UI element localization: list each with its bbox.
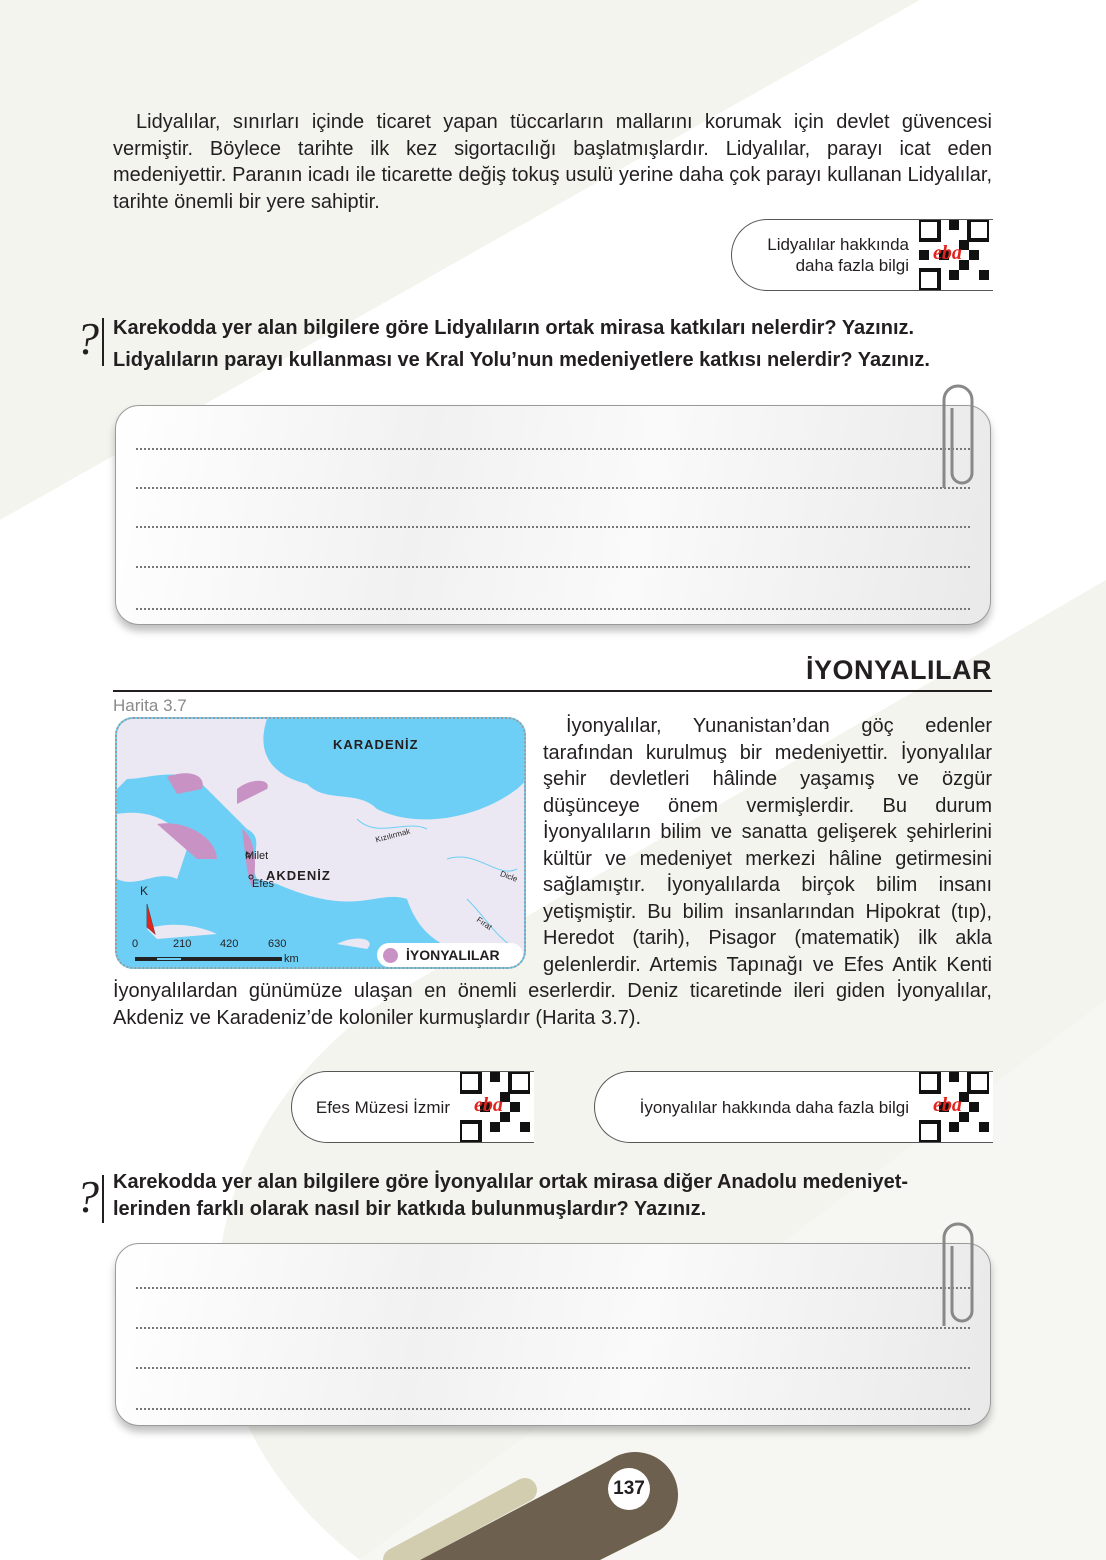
label-milet: Milet [245,850,269,862]
legend-label: İYONYALILAR [406,947,500,963]
label-efes: Efes [252,878,275,890]
qr-link-lidyalilar[interactable] [731,219,993,291]
scale-210: 210 [173,938,192,950]
north-arrow-label: K [140,884,149,898]
qr-link-efes-muzesi[interactable] [291,1071,534,1143]
answer-box-1[interactable] [115,405,991,625]
qr-label: Efes Müzesi İzmir [315,1097,450,1117]
qr-label: İyonyalılar hakkında daha fazla bilgi [639,1097,909,1117]
answer-box-2[interactable] [115,1243,991,1426]
paperclip-icon [928,378,978,498]
question-2-line1: Karekodda yer alan bilgilere göre İyonyalılar ortak mirasa diğer Anadolu medeniyet- [113,1171,909,1193]
question-1-line2: Lidyalıların parayı kullanması ve Kral Yolu’nun medeniyetlere katkısı nelerdir? Yazınız. [113,349,930,371]
label-karadeniz: KARADENİZ [333,737,419,752]
qr-code-icon[interactable] [919,1072,989,1142]
label-kizilirmak: Kızılırmak [374,826,412,845]
question-1-line1: Karekodda yer alan bilgilere göre Lidyalıların ortak mirasa katkıları nelerdir? Yazınız. [113,317,915,339]
scale-unit: km [284,953,299,965]
ionia-paragraph [113,713,992,1031]
label-firat: Fırat [474,915,494,932]
label-akdeniz: AKDENİZ [266,868,331,883]
question-1 [113,312,993,376]
question-2-line2: lerinden farklı olarak nasıl bir katkıda bulunmuşlardır? Yazınız. [113,1198,707,1220]
eba-logo: eba [933,1094,962,1116]
question-2 [113,1169,993,1223]
paperclip-icon [928,1216,978,1336]
qr-label-line1: Lidyalılar hakkında [767,235,909,254]
qr-label-line2: daha fazla bilgi [795,256,909,275]
qr-code-icon[interactable] [460,1072,530,1142]
scale-420: 420 [220,938,239,950]
qr-code-icon[interactable] [919,220,989,290]
eba-logo: eba [933,242,962,264]
ionia-paragraph-text: İyonyalılar, Yunanistan’dan göç edenler tarafından kurulmuş bir medeniyettir. İyonyalılar şehir devletleri hâlinde yaşamış ve özgür düşünceye önem vermişlerdir. Bu durum İyonyalıların bilim ve sanatta gelişerek şehirlerini kültür ve medeniyet merkezi hâline getirmesini sağlamıştır. İyonyalılarda birçok bilim insanı yetişmiştir. Bu bilim insanlarından Hipokrat (tıp), Heredot (tarih), Pisagor (matematik) ilk akla gelenlerdir. Artemis Tapınağı ve Efes Antik Kenti İyonyalılardan günümüze ulaşan en önemli eserlerdir. Deniz ticaretinde ileri giden İyonyalılar, Akdeniz ve Karadeniz’de koloniler kurmuşlardır (Harita 3.7). [113,715,992,1029]
question-mark-icon: ? [76,313,99,364]
page-number: 137 [613,1478,645,1499]
question-divider [102,318,104,366]
section-title: İYONYALILAR [113,655,992,692]
scale-630: 630 [268,938,287,950]
qr-link-iyonyalilar[interactable] [594,1071,993,1143]
question-divider [102,1175,104,1223]
scale-0: 0 [132,938,139,950]
question-mark-icon: ? [76,1171,99,1222]
eba-logo: eba [474,1094,503,1116]
intro-paragraph: Lidyalılar, sınırları içinde ticaret yapan tüccarların mallarını korumak için devlet güvencesi vermiştir. Böylece tarihte ilk kez sigortacılığı başlatmışlardır. Lidyalılar, parayı icat eden medeniyettir. Paranın icadı ile ticarette değiş tokuş usulü yerine daha çok parayı kullanan Lidyalılar, tarihte önemli bir yere sahiptir. [113,111,992,213]
label-dicle: Dicle [498,869,519,884]
map-caption: Harita 3.7 [113,696,187,715]
